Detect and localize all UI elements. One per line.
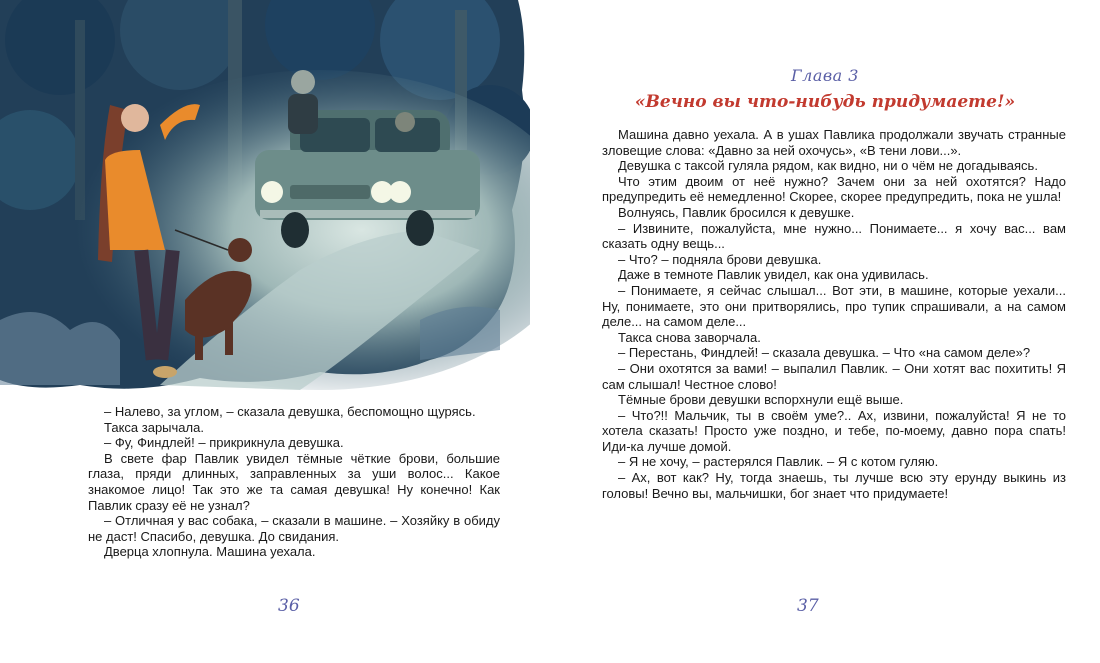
paragraph: – Что? – подняла брови девушка. xyxy=(618,251,822,267)
paragraph: – Фу, Финдлей! – прикрикнула девушка. xyxy=(104,435,344,451)
paragraph: – Отличная у вас собака, – сказали в машине. – Хозяйку в обиду не даст! Спасибо, девушка. До свидания. xyxy=(88,513,500,544)
paragraph: Такса зарычала. xyxy=(104,419,204,435)
paragraph: Даже в темноте Павлик увидел, как она удивилась. xyxy=(618,267,929,283)
chapter-label: Глава 3 xyxy=(791,66,859,85)
paragraph: Машина давно уехала. А в ушах Павлика продолжали звучать странные зловещие слова: «Давно за ней охочусь», «В тени лови...». xyxy=(602,127,1066,158)
page-number-right: 37 xyxy=(797,596,819,616)
paragraph: Такса снова заворчала. xyxy=(618,329,761,345)
paragraph: – Они охотятся за вами! – выпалил Павлик. – Они хотят вас похитить! Я сам слышал! Честное слово! xyxy=(602,360,1066,392)
paragraph: Дверца хлопнула. Машина уехала. xyxy=(104,544,316,560)
page-number-left: 36 xyxy=(278,596,300,616)
paragraph: Что этим двоим от неё нужно? Зачем они за ней охотятся? Надо предупредить её немедленно! Скорее, скорее предупредить, пока не ушла! xyxy=(602,173,1066,205)
chapter-title: «Вечно вы что-нибудь придумаете!» xyxy=(634,92,1016,112)
paragraph: В свете фар Павлик увидел тёмные чёткие брови, большие глаза, пряди длинных, заправленных за уши волос... Какое знакомое лицо! Так это же та самая девушка! Ну конечно! Как Павлик сразу её не узнал? xyxy=(88,450,500,513)
paragraph: – Извините, пожалуйста, мне нужно... Понимаете... я хочу вас... вам сказать одну вещь... xyxy=(602,220,1066,252)
paragraph: – Я не хочу, – растерялся Павлик. – Я с котом гуляю. xyxy=(618,454,939,470)
paragraph: – Что?!! Мальчик, ты в своём уме?.. Ах, извини, пожалуйста! Я не то хотела сказать! Просто уже поздно, и тебе, по-моему, давно пора спать! Иди-ка лучше домой. xyxy=(602,407,1066,454)
paragraph: – Перестань, Финдлей! – сказала девушка. – Что «на самом деле»? xyxy=(618,345,1031,361)
paragraph: – Ах, вот как? Ну, тогда знаешь, ты лучше всю эту ерунду выкинь из головы! Вечно вы, мальчишки, бог знает что придумаете! xyxy=(602,470,1066,501)
right-page xyxy=(550,0,1100,663)
paragraph: Волнуясь, Павлик бросился к девушке. xyxy=(618,204,855,220)
paragraph: – Налево, за углом, – сказала девушка, беспомощно щурясь. xyxy=(104,404,476,419)
paragraph: Девушка с таксой гуляла рядом, как видно, ни о чём не догадываясь. xyxy=(618,158,1038,174)
left-page-text xyxy=(88,404,500,560)
paragraph: – Понимаете, я сейчас слышал... Вот эти, в машине, которые уехали... Ну, понимаете, это они притворялись, про тупик спрашивали, а на самом деле... на самом деле... xyxy=(602,282,1066,330)
night-scene-illustration xyxy=(0,0,530,395)
right-page-text xyxy=(602,127,1066,501)
paragraph: Тёмные брови девушки вспорхнули ещё выше. xyxy=(618,392,904,408)
